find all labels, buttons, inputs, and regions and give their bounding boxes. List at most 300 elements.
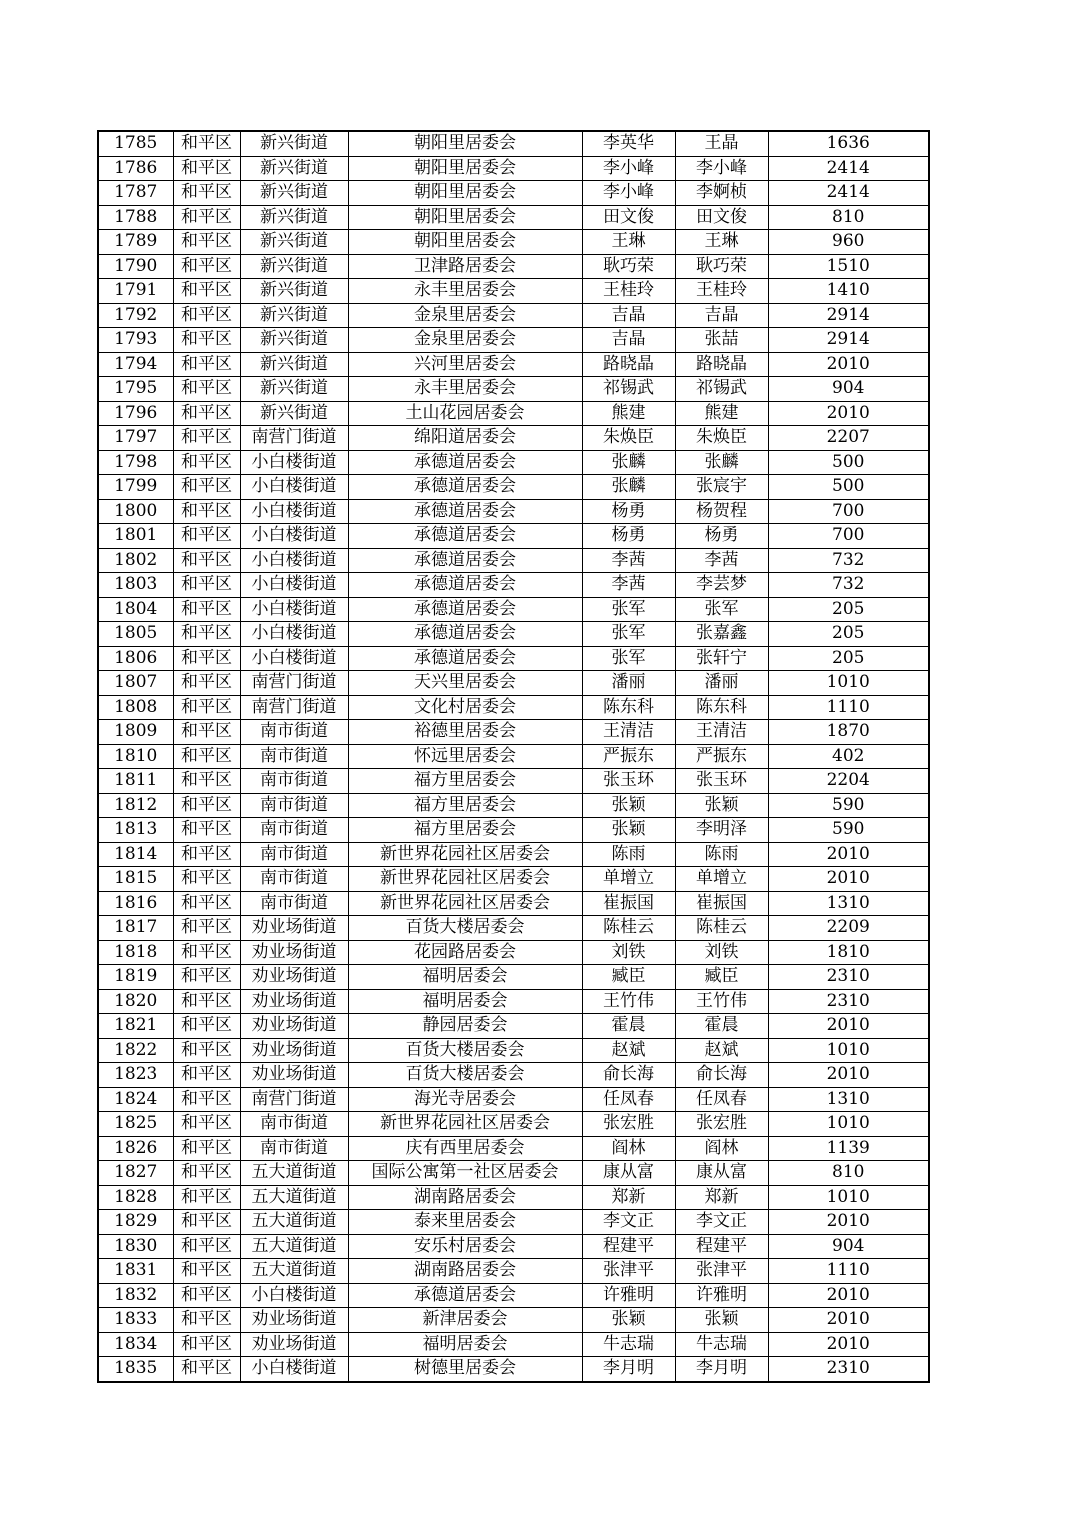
member-cell: 郑新 xyxy=(675,1185,768,1210)
applicant-cell: 张玉环 xyxy=(582,769,675,794)
row-number-cell: 1815 xyxy=(98,867,173,892)
table-row xyxy=(98,303,929,328)
table-row xyxy=(98,744,929,769)
row-number-cell: 1810 xyxy=(98,744,173,769)
committee-cell: 树德里居委会 xyxy=(348,1357,582,1382)
district-cell: 和平区 xyxy=(173,646,240,671)
applicant-cell: 康从富 xyxy=(582,1161,675,1186)
amount-cell: 2010 xyxy=(768,1014,929,1039)
committee-cell: 兴河里居委会 xyxy=(348,352,582,377)
district-cell: 和平区 xyxy=(173,793,240,818)
table-row xyxy=(98,205,929,230)
district-cell: 和平区 xyxy=(173,205,240,230)
table-row xyxy=(98,548,929,573)
table-row xyxy=(98,818,929,843)
district-cell: 和平区 xyxy=(173,475,240,500)
street-cell: 五大道街道 xyxy=(240,1234,348,1259)
amount-cell: 590 xyxy=(768,793,929,818)
committee-cell: 承德道居委会 xyxy=(348,450,582,475)
member-cell: 王清洁 xyxy=(675,720,768,745)
amount-cell: 2010 xyxy=(768,1210,929,1235)
member-cell: 臧臣 xyxy=(675,965,768,990)
applicant-cell: 许雅明 xyxy=(582,1283,675,1308)
street-cell: 南市街道 xyxy=(240,769,348,794)
committee-cell: 百货大楼居委会 xyxy=(348,1063,582,1088)
committee-cell: 新世界花园社区居委会 xyxy=(348,867,582,892)
street-cell: 新兴街道 xyxy=(240,230,348,255)
applicant-cell: 李小峰 xyxy=(582,156,675,181)
street-cell: 小白楼街道 xyxy=(240,622,348,647)
member-cell: 李明泽 xyxy=(675,818,768,843)
street-cell: 新兴街道 xyxy=(240,131,348,156)
row-number-cell: 1795 xyxy=(98,377,173,402)
district-cell: 和平区 xyxy=(173,1357,240,1382)
applicant-cell: 张军 xyxy=(582,597,675,622)
street-cell: 五大道街道 xyxy=(240,1185,348,1210)
applicant-cell: 耿巧荣 xyxy=(582,254,675,279)
table-row xyxy=(98,916,929,941)
street-cell: 南营门街道 xyxy=(240,695,348,720)
row-number-cell: 1825 xyxy=(98,1112,173,1137)
amount-cell: 1010 xyxy=(768,671,929,696)
district-cell: 和平区 xyxy=(173,1234,240,1259)
table-row xyxy=(98,524,929,549)
row-number-cell: 1826 xyxy=(98,1136,173,1161)
table-row xyxy=(98,230,929,255)
district-cell: 和平区 xyxy=(173,1210,240,1235)
applicant-cell: 田文俊 xyxy=(582,205,675,230)
member-cell: 张宏胜 xyxy=(675,1112,768,1137)
street-cell: 南市街道 xyxy=(240,720,348,745)
member-cell: 俞长海 xyxy=(675,1063,768,1088)
street-cell: 劝业场街道 xyxy=(240,965,348,990)
district-cell: 和平区 xyxy=(173,573,240,598)
member-cell: 朱焕臣 xyxy=(675,426,768,451)
street-cell: 小白楼街道 xyxy=(240,475,348,500)
committee-cell: 新津居委会 xyxy=(348,1308,582,1333)
district-cell: 和平区 xyxy=(173,499,240,524)
member-cell: 吉晶 xyxy=(675,303,768,328)
row-number-cell: 1811 xyxy=(98,769,173,794)
committee-cell: 承德道居委会 xyxy=(348,548,582,573)
committee-cell: 湖南路居委会 xyxy=(348,1185,582,1210)
committee-cell: 福明居委会 xyxy=(348,965,582,990)
table-row xyxy=(98,671,929,696)
applicant-cell: 臧臣 xyxy=(582,965,675,990)
district-cell: 和平区 xyxy=(173,401,240,426)
street-cell: 新兴街道 xyxy=(240,352,348,377)
district-cell: 和平区 xyxy=(173,1136,240,1161)
amount-cell: 960 xyxy=(768,230,929,255)
member-cell: 霍晨 xyxy=(675,1014,768,1039)
member-cell: 杨勇 xyxy=(675,524,768,549)
applicant-cell: 张麟 xyxy=(582,475,675,500)
applicant-cell: 杨勇 xyxy=(582,524,675,549)
row-number-cell: 1800 xyxy=(98,499,173,524)
street-cell: 新兴街道 xyxy=(240,303,348,328)
applicant-cell: 王清洁 xyxy=(582,720,675,745)
street-cell: 新兴街道 xyxy=(240,205,348,230)
applicant-cell: 陈雨 xyxy=(582,842,675,867)
member-cell: 王晶 xyxy=(675,131,768,156)
street-cell: 五大道街道 xyxy=(240,1259,348,1284)
row-number-cell: 1801 xyxy=(98,524,173,549)
street-cell: 劝业场街道 xyxy=(240,1014,348,1039)
applicant-cell: 杨勇 xyxy=(582,499,675,524)
district-cell: 和平区 xyxy=(173,181,240,206)
street-cell: 劝业场街道 xyxy=(240,1332,348,1357)
table-row xyxy=(98,867,929,892)
district-cell: 和平区 xyxy=(173,891,240,916)
applicant-cell: 王桂玲 xyxy=(582,279,675,304)
street-cell: 小白楼街道 xyxy=(240,646,348,671)
street-cell: 南市街道 xyxy=(240,744,348,769)
street-cell: 小白楼街道 xyxy=(240,499,348,524)
applicant-cell: 单增立 xyxy=(582,867,675,892)
committee-cell: 朝阳里居委会 xyxy=(348,230,582,255)
table-row xyxy=(98,769,929,794)
member-cell: 张喆 xyxy=(675,328,768,353)
table-row xyxy=(98,940,929,965)
street-cell: 劝业场街道 xyxy=(240,940,348,965)
amount-cell: 700 xyxy=(768,499,929,524)
table-row xyxy=(98,1185,929,1210)
row-number-cell: 1819 xyxy=(98,965,173,990)
row-number-cell: 1813 xyxy=(98,818,173,843)
table-row xyxy=(98,646,929,671)
table-row xyxy=(98,720,929,745)
street-cell: 南市街道 xyxy=(240,1112,348,1137)
district-cell: 和平区 xyxy=(173,352,240,377)
member-cell: 许雅明 xyxy=(675,1283,768,1308)
row-number-cell: 1831 xyxy=(98,1259,173,1284)
row-number-cell: 1835 xyxy=(98,1357,173,1382)
member-cell: 阎林 xyxy=(675,1136,768,1161)
applicant-cell: 路晓晶 xyxy=(582,352,675,377)
member-cell: 单增立 xyxy=(675,867,768,892)
street-cell: 南营门街道 xyxy=(240,671,348,696)
member-cell: 张颖 xyxy=(675,1308,768,1333)
applicant-cell: 陈桂云 xyxy=(582,916,675,941)
district-cell: 和平区 xyxy=(173,156,240,181)
committee-cell: 承德道居委会 xyxy=(348,597,582,622)
district-cell: 和平区 xyxy=(173,965,240,990)
street-cell: 小白楼街道 xyxy=(240,573,348,598)
member-cell: 李芸梦 xyxy=(675,573,768,598)
street-cell: 劝业场街道 xyxy=(240,916,348,941)
street-cell: 五大道街道 xyxy=(240,1210,348,1235)
member-cell: 耿巧荣 xyxy=(675,254,768,279)
row-number-cell: 1824 xyxy=(98,1087,173,1112)
member-cell: 张津平 xyxy=(675,1259,768,1284)
applicant-cell: 张军 xyxy=(582,646,675,671)
street-cell: 新兴街道 xyxy=(240,401,348,426)
committee-cell: 朝阳里居委会 xyxy=(348,181,582,206)
member-cell: 程建平 xyxy=(675,1234,768,1259)
applicant-cell: 李小峰 xyxy=(582,181,675,206)
street-cell: 新兴街道 xyxy=(240,254,348,279)
table-row xyxy=(98,352,929,377)
amount-cell: 500 xyxy=(768,450,929,475)
table-row xyxy=(98,1087,929,1112)
amount-cell: 2310 xyxy=(768,989,929,1014)
amount-cell: 2010 xyxy=(768,867,929,892)
member-cell: 李文正 xyxy=(675,1210,768,1235)
member-cell: 李婀桢 xyxy=(675,181,768,206)
applicant-cell: 郑新 xyxy=(582,1185,675,1210)
committee-cell: 怀远里居委会 xyxy=(348,744,582,769)
street-cell: 新兴街道 xyxy=(240,328,348,353)
committee-cell: 承德道居委会 xyxy=(348,622,582,647)
amount-cell: 1110 xyxy=(768,1259,929,1284)
row-number-cell: 1789 xyxy=(98,230,173,255)
applicant-cell: 张宏胜 xyxy=(582,1112,675,1137)
applicant-cell: 张军 xyxy=(582,622,675,647)
row-number-cell: 1821 xyxy=(98,1014,173,1039)
committee-cell: 裕德里居委会 xyxy=(348,720,582,745)
table-row xyxy=(98,842,929,867)
member-cell: 李月明 xyxy=(675,1357,768,1382)
member-cell: 李小峰 xyxy=(675,156,768,181)
table-row xyxy=(98,1332,929,1357)
committee-cell: 承德道居委会 xyxy=(348,524,582,549)
amount-cell: 904 xyxy=(768,377,929,402)
applicant-cell: 王琳 xyxy=(582,230,675,255)
applicant-cell: 任凤春 xyxy=(582,1087,675,1112)
street-cell: 小白楼街道 xyxy=(240,548,348,573)
committee-cell: 福明居委会 xyxy=(348,1332,582,1357)
member-cell: 刘铁 xyxy=(675,940,768,965)
applicant-cell: 严振东 xyxy=(582,744,675,769)
member-cell: 张轩宁 xyxy=(675,646,768,671)
applicant-cell: 祁锡武 xyxy=(582,377,675,402)
district-cell: 和平区 xyxy=(173,524,240,549)
row-number-cell: 1797 xyxy=(98,426,173,451)
district-cell: 和平区 xyxy=(173,230,240,255)
committee-cell: 安乐村居委会 xyxy=(348,1234,582,1259)
member-cell: 任凤春 xyxy=(675,1087,768,1112)
committee-cell: 福方里居委会 xyxy=(348,818,582,843)
row-number-cell: 1799 xyxy=(98,475,173,500)
member-cell: 张军 xyxy=(675,597,768,622)
committee-cell: 百货大楼居委会 xyxy=(348,916,582,941)
amount-cell: 2310 xyxy=(768,1357,929,1382)
committee-cell: 承德道居委会 xyxy=(348,475,582,500)
committee-cell: 静园居委会 xyxy=(348,1014,582,1039)
table-row xyxy=(98,989,929,1014)
table-row xyxy=(98,1357,929,1382)
amount-cell: 2010 xyxy=(768,1283,929,1308)
amount-cell: 2310 xyxy=(768,965,929,990)
table-row xyxy=(98,401,929,426)
table-row xyxy=(98,695,929,720)
applicant-cell: 赵斌 xyxy=(582,1038,675,1063)
street-cell: 小白楼街道 xyxy=(240,524,348,549)
member-cell: 王琳 xyxy=(675,230,768,255)
row-number-cell: 1817 xyxy=(98,916,173,941)
street-cell: 南市街道 xyxy=(240,842,348,867)
street-cell: 南市街道 xyxy=(240,867,348,892)
table-row xyxy=(98,426,929,451)
district-cell: 和平区 xyxy=(173,377,240,402)
row-number-cell: 1809 xyxy=(98,720,173,745)
amount-cell: 2207 xyxy=(768,426,929,451)
amount-cell: 205 xyxy=(768,622,929,647)
amount-cell: 810 xyxy=(768,205,929,230)
table-row xyxy=(98,499,929,524)
committee-cell: 永丰里居委会 xyxy=(348,279,582,304)
committee-cell: 文化村居委会 xyxy=(348,695,582,720)
district-cell: 和平区 xyxy=(173,818,240,843)
committee-cell: 泰来里居委会 xyxy=(348,1210,582,1235)
committee-cell: 卫津路居委会 xyxy=(348,254,582,279)
member-cell: 熊建 xyxy=(675,401,768,426)
table-row xyxy=(98,965,929,990)
committee-cell: 朝阳里居委会 xyxy=(348,131,582,156)
applicant-cell: 吉晶 xyxy=(582,303,675,328)
row-number-cell: 1829 xyxy=(98,1210,173,1235)
amount-cell: 2204 xyxy=(768,769,929,794)
committee-cell: 承德道居委会 xyxy=(348,499,582,524)
amount-cell: 700 xyxy=(768,524,929,549)
amount-cell: 2209 xyxy=(768,916,929,941)
amount-cell: 1510 xyxy=(768,254,929,279)
district-cell: 和平区 xyxy=(173,671,240,696)
district-cell: 和平区 xyxy=(173,1185,240,1210)
row-number-cell: 1804 xyxy=(98,597,173,622)
street-cell: 劝业场街道 xyxy=(240,1063,348,1088)
amount-cell: 2414 xyxy=(768,181,929,206)
row-number-cell: 1786 xyxy=(98,156,173,181)
committee-cell: 承德道居委会 xyxy=(348,646,582,671)
table-row xyxy=(98,328,929,353)
amount-cell: 500 xyxy=(768,475,929,500)
member-cell: 王竹伟 xyxy=(675,989,768,1014)
amount-cell: 2010 xyxy=(768,1308,929,1333)
amount-cell: 1870 xyxy=(768,720,929,745)
amount-cell: 2010 xyxy=(768,401,929,426)
committee-cell: 朝阳里居委会 xyxy=(348,156,582,181)
amount-cell: 1010 xyxy=(768,1112,929,1137)
district-cell: 和平区 xyxy=(173,1259,240,1284)
street-cell: 五大道街道 xyxy=(240,1161,348,1186)
member-cell: 康从富 xyxy=(675,1161,768,1186)
member-cell: 张麟 xyxy=(675,450,768,475)
street-cell: 南市街道 xyxy=(240,1136,348,1161)
member-cell: 田文俊 xyxy=(675,205,768,230)
row-number-cell: 1790 xyxy=(98,254,173,279)
row-number-cell: 1787 xyxy=(98,181,173,206)
table-row xyxy=(98,622,929,647)
amount-cell: 904 xyxy=(768,1234,929,1259)
amount-cell: 1010 xyxy=(768,1185,929,1210)
amount-cell: 2010 xyxy=(768,352,929,377)
amount-cell: 2414 xyxy=(768,156,929,181)
district-cell: 和平区 xyxy=(173,989,240,1014)
row-number-cell: 1820 xyxy=(98,989,173,1014)
member-cell: 李茜 xyxy=(675,548,768,573)
row-number-cell: 1828 xyxy=(98,1185,173,1210)
applicant-cell: 程建平 xyxy=(582,1234,675,1259)
row-number-cell: 1808 xyxy=(98,695,173,720)
committee-cell: 湖南路居委会 xyxy=(348,1259,582,1284)
table-row xyxy=(98,377,929,402)
table-row xyxy=(98,1063,929,1088)
table-row xyxy=(98,279,929,304)
committee-cell: 承德道居委会 xyxy=(348,1283,582,1308)
row-number-cell: 1818 xyxy=(98,940,173,965)
street-cell: 新兴街道 xyxy=(240,279,348,304)
table-row xyxy=(98,475,929,500)
district-cell: 和平区 xyxy=(173,131,240,156)
district-cell: 和平区 xyxy=(173,426,240,451)
district-cell: 和平区 xyxy=(173,867,240,892)
district-cell: 和平区 xyxy=(173,1283,240,1308)
committee-cell: 福方里居委会 xyxy=(348,769,582,794)
amount-cell: 1810 xyxy=(768,940,929,965)
street-cell: 南市街道 xyxy=(240,818,348,843)
member-cell: 严振东 xyxy=(675,744,768,769)
member-cell: 张玉环 xyxy=(675,769,768,794)
amount-cell: 590 xyxy=(768,818,929,843)
committee-cell: 绵阳道居委会 xyxy=(348,426,582,451)
member-cell: 祁锡武 xyxy=(675,377,768,402)
applicant-cell: 潘丽 xyxy=(582,671,675,696)
street-cell: 小白楼街道 xyxy=(240,1357,348,1382)
member-cell: 陈东科 xyxy=(675,695,768,720)
row-number-cell: 1803 xyxy=(98,573,173,598)
amount-cell: 1310 xyxy=(768,1087,929,1112)
applicant-cell: 吉晶 xyxy=(582,328,675,353)
member-cell: 张颖 xyxy=(675,793,768,818)
amount-cell: 2010 xyxy=(768,1063,929,1088)
applicant-cell: 阎林 xyxy=(582,1136,675,1161)
row-number-cell: 1796 xyxy=(98,401,173,426)
street-cell: 劝业场街道 xyxy=(240,989,348,1014)
row-number-cell: 1832 xyxy=(98,1283,173,1308)
row-number-cell: 1827 xyxy=(98,1161,173,1186)
table-row xyxy=(98,1283,929,1308)
amount-cell: 1410 xyxy=(768,279,929,304)
amount-cell: 1310 xyxy=(768,891,929,916)
table-row xyxy=(98,1112,929,1137)
row-number-cell: 1807 xyxy=(98,671,173,696)
table-row xyxy=(98,254,929,279)
district-cell: 和平区 xyxy=(173,1308,240,1333)
applicant-cell: 张津平 xyxy=(582,1259,675,1284)
street-cell: 小白楼街道 xyxy=(240,597,348,622)
street-cell: 新兴街道 xyxy=(240,181,348,206)
committee-cell: 朝阳里居委会 xyxy=(348,205,582,230)
district-cell: 和平区 xyxy=(173,450,240,475)
row-number-cell: 1791 xyxy=(98,279,173,304)
district-cell: 和平区 xyxy=(173,1161,240,1186)
committee-cell: 国际公寓第一社区居委会 xyxy=(348,1161,582,1186)
table-row xyxy=(98,573,929,598)
applicant-cell: 王竹伟 xyxy=(582,989,675,1014)
table-row xyxy=(98,156,929,181)
applicant-cell: 张颖 xyxy=(582,818,675,843)
applicant-cell: 刘铁 xyxy=(582,940,675,965)
committee-cell: 承德道居委会 xyxy=(348,573,582,598)
row-number-cell: 1812 xyxy=(98,793,173,818)
district-cell: 和平区 xyxy=(173,720,240,745)
applicant-cell: 牛志瑞 xyxy=(582,1332,675,1357)
row-number-cell: 1792 xyxy=(98,303,173,328)
applicant-cell: 张麟 xyxy=(582,450,675,475)
amount-cell: 732 xyxy=(768,573,929,598)
committee-cell: 土山花园居委会 xyxy=(348,401,582,426)
